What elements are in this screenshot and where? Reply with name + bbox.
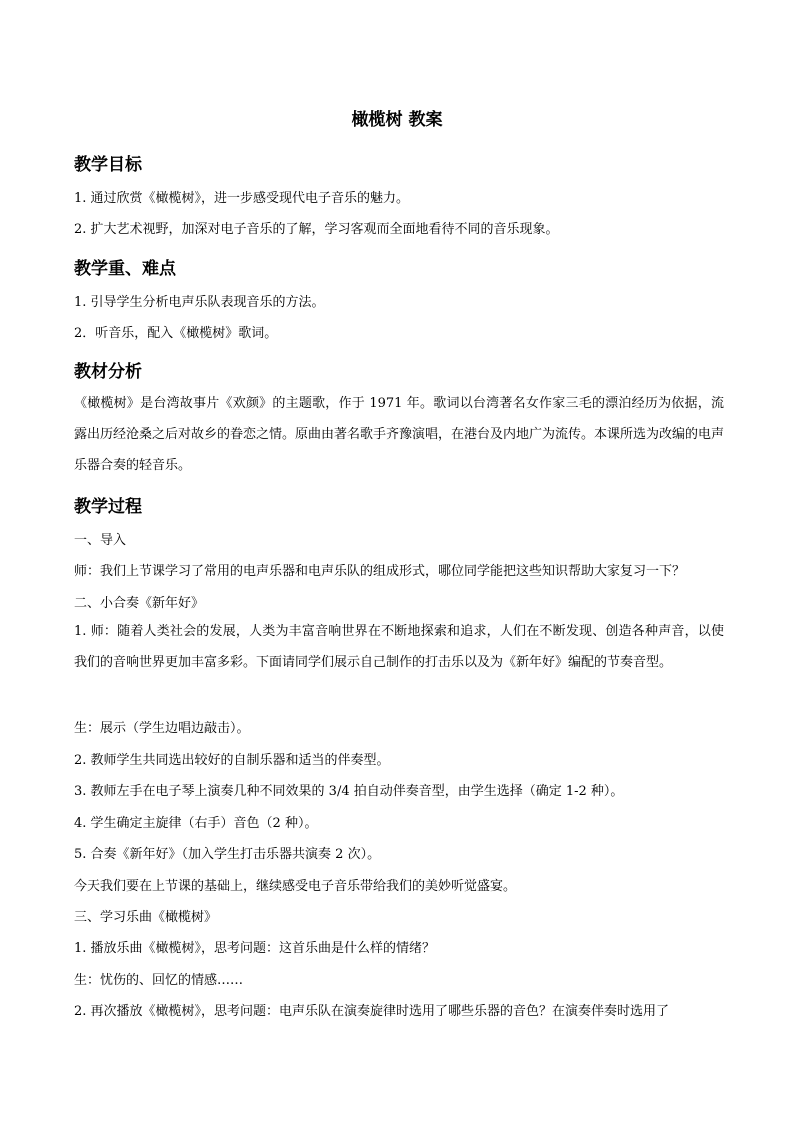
process-line: 师：我们上节课学习了常用的电声乐器和电声乐队的组成形式，哪位同学能把这些知识帮助大家复习一下？ [74, 564, 686, 579]
process-subheading: 二、小合奏《新年好》 [74, 596, 205, 611]
section-heading-process: 教学过程 [74, 497, 142, 517]
section-heading-goals: 教学目标 [74, 155, 142, 175]
process-line: 5. 合奏《新年好》（加入学生打击乐器共演奏 2 次）。 [74, 847, 381, 862]
goal-item: 1. 通过欣赏《橄榄树》，进一步感受现代电子音乐的魅力。 [74, 191, 410, 206]
analysis-paragraph: 《橄榄树》是台湾故事片《欢颜》的主题歌，作于 1971 年。歌词以台湾著名女作家三毛的漂泊经历为依据，流露出历经沧桑之后对故乡的眷恋之情。原曲由著名歌手齐豫演唱，在港台及内地广为流传。本课所选为改编的电声乐器合奏的轻音乐。 [74, 396, 725, 473]
process-subheading: 一、导入 [74, 533, 127, 548]
process-line: 生：展示（学生边唱边敲击）。 [74, 721, 250, 736]
key-point-item: 1. 引导学生分析电声乐队表现音乐的方法。 [74, 295, 325, 310]
process-subheading: 三、学习乐曲《橄榄树》 [74, 910, 218, 925]
process-line: 今天我们要在上节课的基础上，继续感受电子音乐带给我们的美妙听觉盛宴。 [74, 879, 517, 894]
section-heading-key-points: 教学重、难点 [74, 259, 176, 279]
process-line: 生：忧伤的、回忆的情感…… [74, 973, 244, 988]
process-line: 4. 学生确定主旋律（右手）音色（2 种）。 [74, 816, 318, 831]
process-line: 3. 教师左手在电子琴上演奏几种不同效果的 3/4 拍自动伴奏音型，由学生选择（确定 1-2 种）。 [74, 784, 624, 799]
goal-item: 2. 扩大艺术视野，加深对电子音乐的了解，学习客观而全面地看待不同的音乐现象。 [74, 222, 559, 237]
key-point-item: 2．听音乐，配入《橄榄树》歌词。 [74, 326, 278, 341]
process-line: 1. 播放乐曲《橄榄树》，思考问题：这首乐曲是什么样的情绪？ [74, 941, 436, 956]
section-heading-analysis: 教材分析 [74, 362, 142, 382]
document-title: 橄榄树 教案 [351, 110, 443, 130]
process-line: 2. 教师学生共同选出较好的自制乐器和适当的伴奏型。 [74, 753, 390, 768]
process-paragraph: 1. 师：随着人类社会的发展，人类为丰富音响世界在不断地探索和追求，人们在不断发现、创造各种声音，以使我们的音响世界更加丰富多彩。下面请同学们展示自己制作的打击乐以及为《新年好》编配的节奏音型。 [74, 624, 724, 670]
process-line: 2. 再次播放《橄榄树》，思考问题：电声乐队在演奏旋律时选用了哪些乐器的音色？在演奏伴奏时选用了 [74, 1004, 670, 1019]
